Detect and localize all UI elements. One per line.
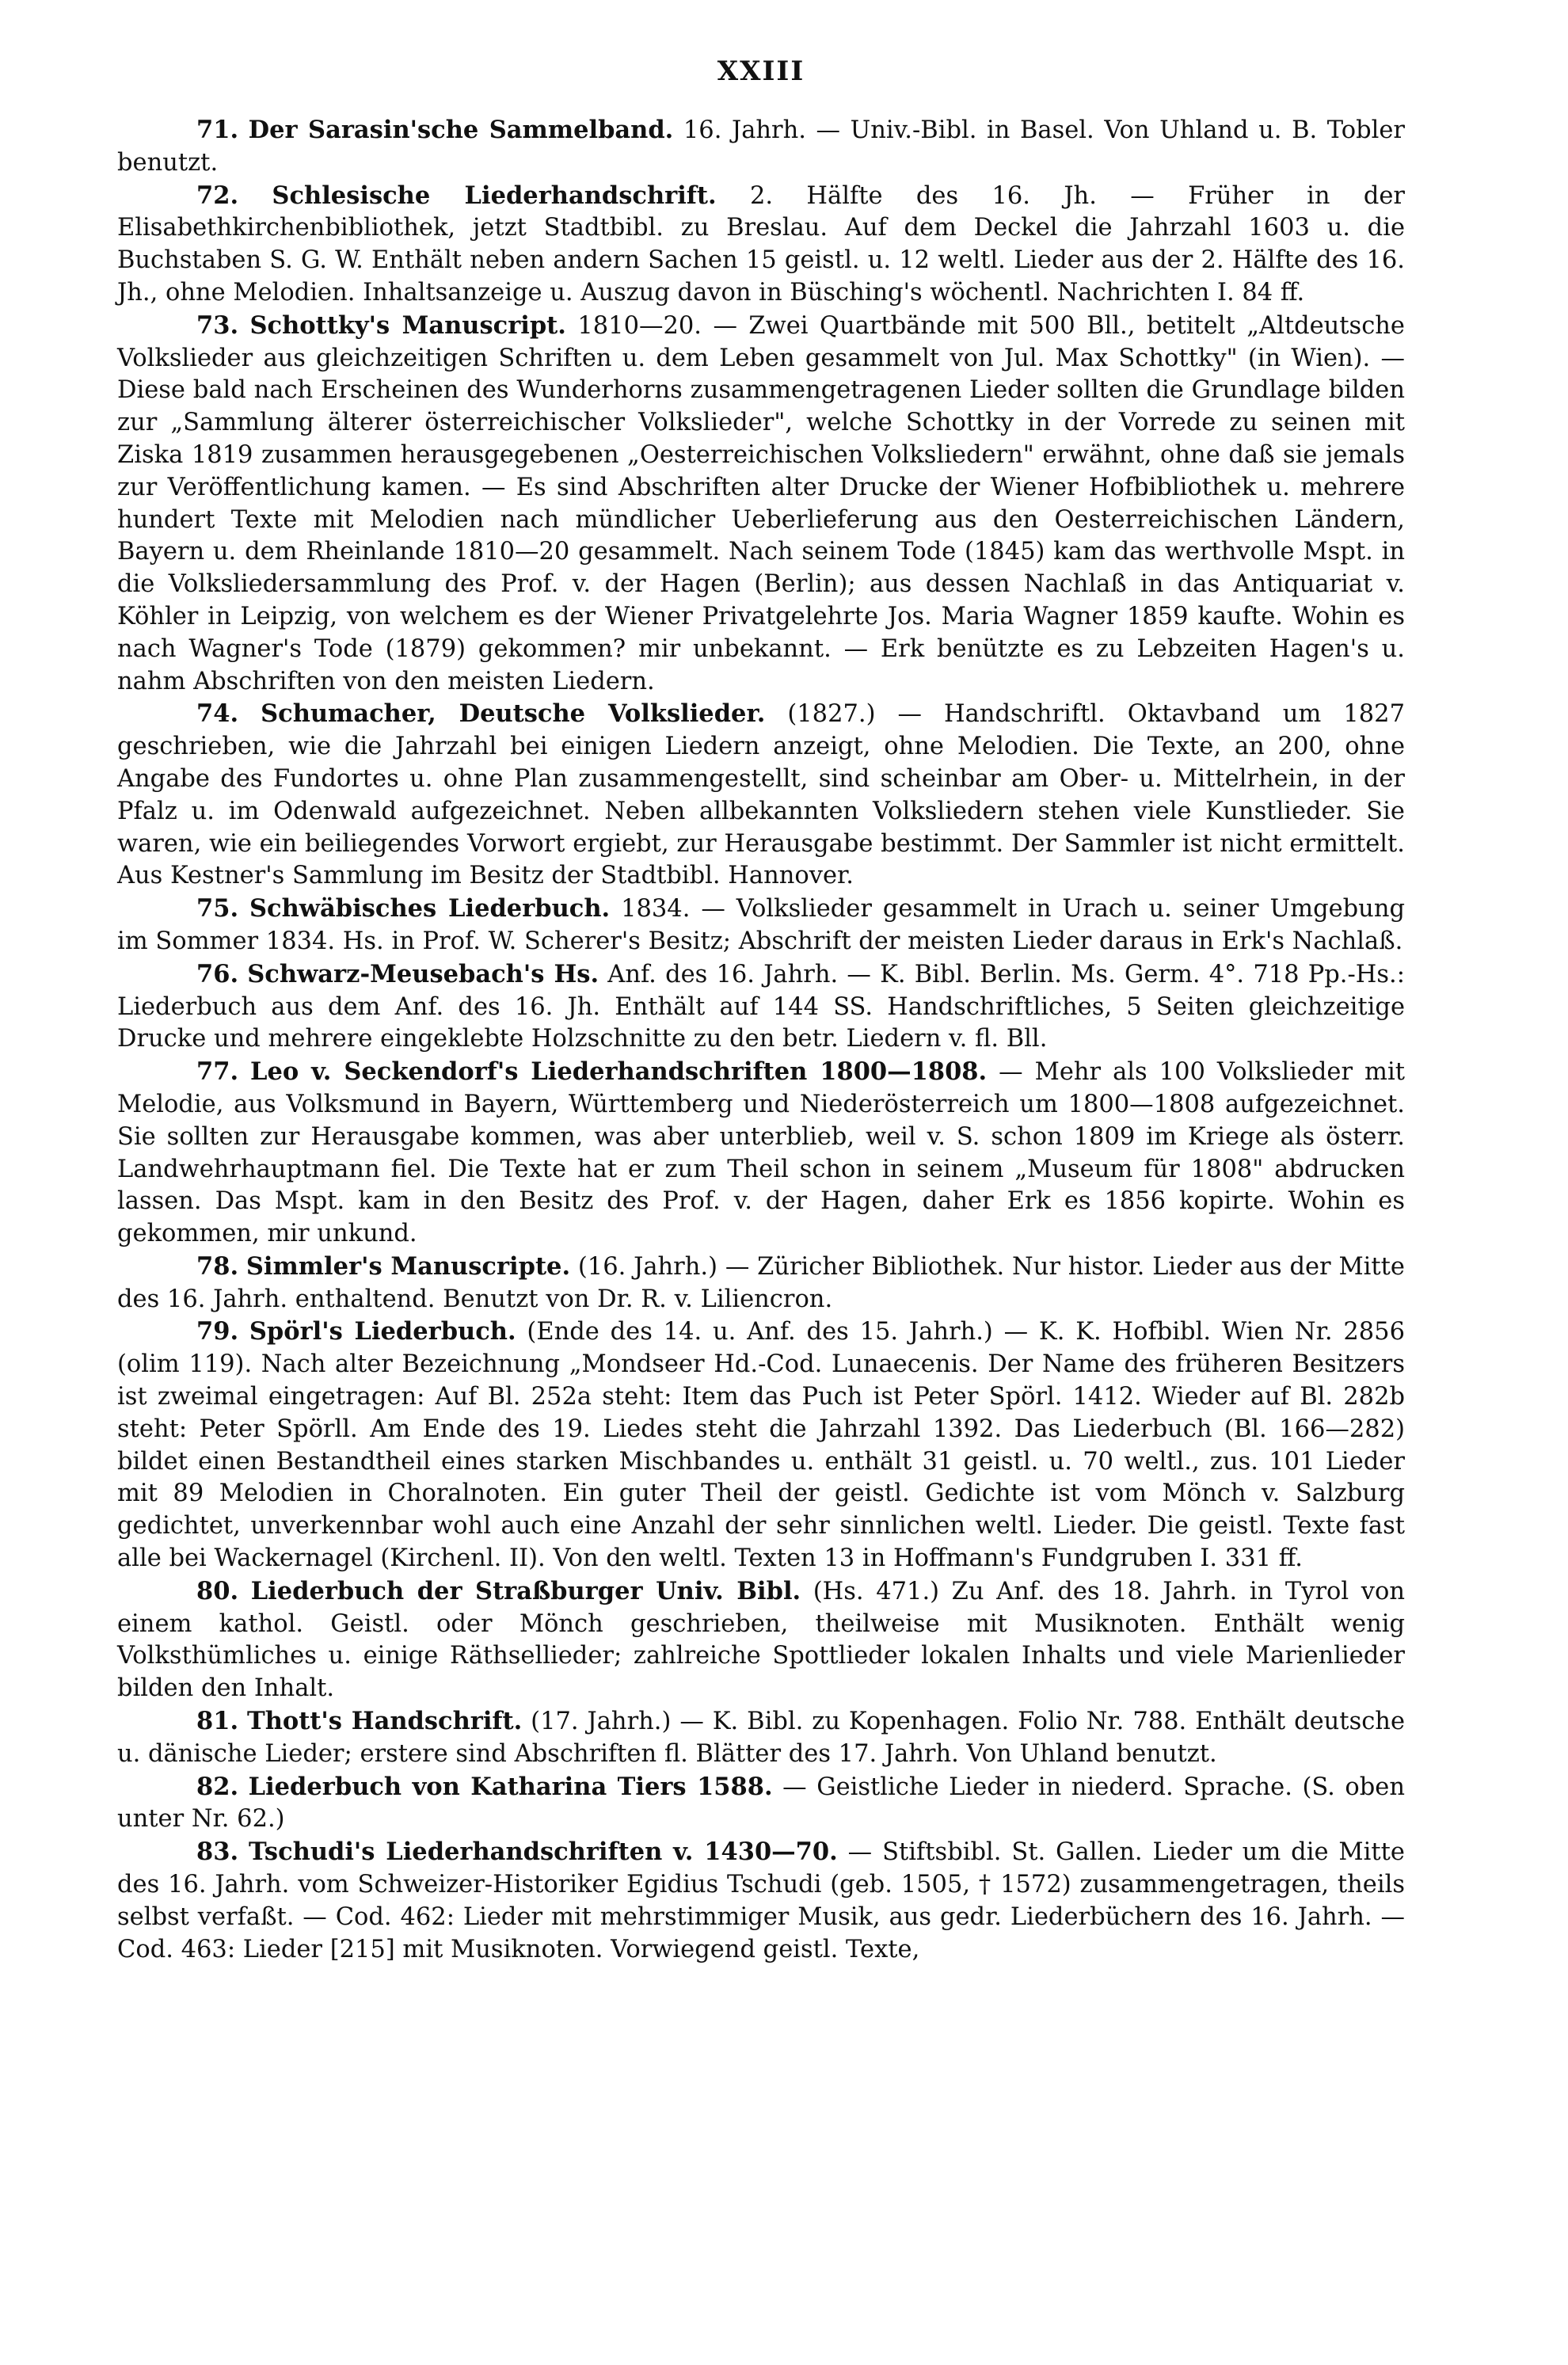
entry-title: Thott's Handschrift.: [247, 1707, 523, 1736]
entry-number: 77.: [196, 1057, 239, 1087]
entry-text: 16. Jahrh. — Univ.-Bibl. in Basel. Von Uhland u. B. Tobler benutzt.: [117, 116, 1405, 177]
entry-text: — Stiftsbibl. St. Gallen. Lieder um die Mitte des 16. Jahrh. vom Schweizer-Historiker Egidius Tschudi (geb. 1505, † 1572) zusammengetragen, theils selbst verfaßt. — Cod. 462: Lieder mit mehrstimmiger Musik, aus gedr. Liederbüchern des 16. Jahrh. — Cod. 463: Lieder [215] mit Musiknoten. Vorwiegend geistl. Texte,: [117, 1838, 1405, 1963]
bibliography-entry: [117, 1771, 1405, 1837]
entry-text: (17. Jahrh.) — K. Bibl. zu Kopenhagen. Folio Nr. 788. Enthält deutsche u. dänische Lieder; erstere sind Abschriften fl. Blätter des 17. Jahrh. Von Uhland benutzt.: [117, 1708, 1405, 1768]
bibliography-entry: [117, 893, 1405, 958]
entry-number: 80.: [196, 1576, 239, 1605]
entry-number: 82.: [196, 1772, 239, 1801]
entry-title: Liederbuch von Katharina Tiers 1588.: [248, 1772, 773, 1801]
document-page: [117, 55, 1405, 1966]
entry-number: 76.: [196, 959, 239, 988]
bibliography-entry: [117, 1575, 1405, 1705]
entry-text: (1827.) — Handschriftl. Oktavband um 1827 geschrieben, wie die Jahrzahl bei einigen Liedern anzeigt, ohne Melodien. Die Texte, an 200, ohne Angabe des Fundortes u. ohne Plan zusammengestellt, sind scheinbar am Ober- u. Mittelrhein, in der Pfalz u. im Odenwald aufgezeichnet. Neben allbekannten Volksliedern stehen viele Kunstlieder. Sie waren, wie ein beiliegendes Vorwort ergiebt, zur Herausgabe bestimmt. Der Sammler ist nicht ermittelt. Aus Kestner's Sammlung im Besitz der Stadtbibl. Hannover.: [117, 700, 1405, 890]
entry-text: 2. Hälfte des 16. Jh. — Früher in der Elisabethkirchenbibliothek, jetzt Stadtbibl. zu Breslau. Auf dem Deckel die Jahrzahl 1603 u. die Buchstaben S. G. W. Enthält neben andern Sachen 15 geistl. u. 12 weltl. Lieder aus der 2. Hälfte des 16. Jh., ohne Melodien. Inhaltsanzeige u. Auszug davon in Büsching's wöchentl. Nachrichten I. 84 ff.: [117, 181, 1405, 307]
bibliography-entry: [117, 1056, 1405, 1251]
bibliography-entry: [117, 1251, 1405, 1316]
entry-title: Schwarz-Meusebach's Hs.: [247, 959, 599, 988]
entry-title: Leo v. Seckendorf's Liederhandschriften 1800—1808.: [250, 1057, 988, 1087]
bibliography-entry: [117, 114, 1405, 180]
entry-title: Spörl's Liederbuch.: [249, 1317, 516, 1346]
entry-title: Liederbuch der Straßburger Univ. Bibl.: [250, 1576, 801, 1605]
entry-title: Simmler's Manuscripte.: [245, 1251, 571, 1281]
bibliography-entry: [117, 1316, 1405, 1575]
bibliography-entry: [117, 310, 1405, 699]
entry-text: Anf. des 16. Jahrh. — K. Bibl. Berlin. Ms. Germ. 4°. 718 Pp.-Hs.: Liederbuch aus dem Anf. des 16. Jh. Enthält auf 144 SS. Handschriftliches, 5 Seiten gleichzeitige Drucke und mehrere eingeklebte Holzschnitte zu den betr. Liedern v. fl. Bll.: [117, 960, 1406, 1053]
entry-number: 79.: [196, 1317, 239, 1346]
entry-number: 81.: [196, 1707, 239, 1736]
entry-text: (Ende des 14. u. Anf. des 15. Jahrh.) — K. K. Hofbibl. Wien Nr. 2856 (olim 119). Nach alter Bezeichnung „Mondseer Hd.-Cod. Lunaecenis. Der Name des früheren Besitzers ist zweimal eingetragen: Auf Bl. 252a steht: Item das Puch ist Peter Spörl. 1412. Wieder auf Bl. 282b steht: Peter Spörll. Am Ende des 19. Liedes steht die Jahrzahl 1392. Das Liederbuch (Bl. 166—282) bildet einen Bestandtheil eines starken Mischbandes u. enthält 31 geistl. u. 70 weltl., zus. 101 Lieder mit 89 Melodien in Choralnoten. Ein guter Theil der geistl. Gedichte ist vom Mönch v. Salzburg gedichtet, unverkennbar wohl auch eine Anzahl der sehr sinnlichen weltl. Lieder. Die geistl. Texte fast alle bei Wackernagel (Kirchenl. II). Von den weltl. Texten 13 in Hoffmann's Fundgruben I. 331 ff.: [117, 1318, 1405, 1573]
entry-number: 75.: [196, 894, 239, 924]
entry-text: — Geistliche Lieder in niederd. Sprache. (S. oben unter Nr. 62.): [117, 1773, 1405, 1834]
entry-number: 74.: [196, 699, 239, 729]
bibliography-entry: [117, 698, 1405, 893]
entry-title: Schumacher, Deutsche Volkslieder.: [261, 699, 766, 729]
entry-number: 71.: [196, 116, 239, 144]
entry-text: 1810—20. — Zwei Quartbände mit 500 Bll., betitelt „Altdeutsche Volkslieder aus gleichzeitigen Schriften u. dem Leben gesammelt von Jul. Max Schottky" (in Wien). — Diese bald nach Erscheinen des Wunderhorns zusammengetragenen Lieder sollten die Grundlage bilden zur „Sammlung älterer österreichischer Volkslieder", welche Schottky in der Vorrede zu seinen mit Ziska 1819 zusammen herausgegebenen „Oesterreichischen Volksliedern" erwähnt, ohne daß sie jemals zur Veröffentlichung kamen. — Es sind Abschriften alter Drucke der Wiener Hofbibliothek u. mehrere hundert Texte mit Melodien nach mündlicher Ueberlieferung aus den Oesterreichischen Ländern, Bayern u. dem Rheinlande 1810—20 gesammelt. Nach seinem Tode (1845) kam das werthvolle Mspt. in die Volksliedersammlung des Prof. v. der Hagen (Berlin); aus dessen Nachlaß in das Antiquariat v. Köhler in Leipzig, von welchem es der Wiener Privatgelehrte Jos. Maria Wagner 1859 kaufte. Wohin es nach Wagner's Tode (1879) gekommen? mir unbekannt. — Erk benützte es zu Lebzeiten Hagen's u. nahm Abschriften von den meisten Liedern.: [117, 311, 1405, 695]
bibliography-entry: [117, 1705, 1405, 1771]
entry-text: (Hs. 471.) Zu Anf. des 18. Jahrh. in Tyrol von einem kathol. Geistl. oder Mönch geschrieben, theilweise mit Musiknoten. Enthält wenig Volksthümliches u. einige Räthsellieder; zahlreiche Spottlieder lokalen Inhalts und viele Marienlieder bilden den Inhalt.: [117, 1577, 1405, 1703]
entry-title: Schlesische Liederhandschrift.: [272, 181, 717, 210]
entry-number: 78.: [196, 1251, 239, 1281]
bibliography-entry: [117, 1836, 1405, 1966]
entry-number: 72.: [196, 181, 239, 210]
bibliography-entry: [117, 180, 1405, 310]
entry-title: Schwäbisches Liederbuch.: [249, 894, 611, 924]
bibliography-entry: [117, 958, 1405, 1056]
entry-text: (16. Jahrh.) — Züricher Bibliothek. Nur histor. Lieder aus der Mitte des 16. Jahrh. enthaltend. Benutzt von Dr. R. v. Liliencron.: [117, 1252, 1405, 1313]
entry-number: 73.: [196, 310, 239, 340]
entry-number: 83.: [196, 1838, 239, 1867]
entry-title: Schottky's Manuscript.: [249, 310, 566, 340]
entry-text: 1834. — Volkslieder gesammelt in Urach u. seiner Umgebung im Sommer 1834. Hs. in Prof. W. Scherer's Besitz; Abschrift der meisten Lieder daraus in Erk's Nachlaß.: [117, 895, 1405, 955]
page-number: XXIII: [717, 55, 805, 87]
entry-title: Der Sarasin'sche Sammelband.: [248, 116, 674, 144]
entry-text: — Mehr als 100 Volkslieder mit Melodie, aus Volksmund in Bayern, Württemberg und Niederösterreich um 1800—1808 aufgezeichnet. Sie sollten zur Herausgabe kommen, was aber unterblieb, weil v. S. schon 1809 im Kriege als österr. Landwehrhauptmann fiel. Die Texte hat er zum Theil schon in seinem „Museum für 1808" abdrucken lassen. Das Mspt. kam in den Besitz des Prof. v. der Hagen, daher Erk es 1856 kopirte. Wohin es gekommen, mir unkund.: [117, 1058, 1405, 1248]
entry-title: Tschudi's Liederhandschriften v. 1430—70.: [249, 1838, 838, 1867]
